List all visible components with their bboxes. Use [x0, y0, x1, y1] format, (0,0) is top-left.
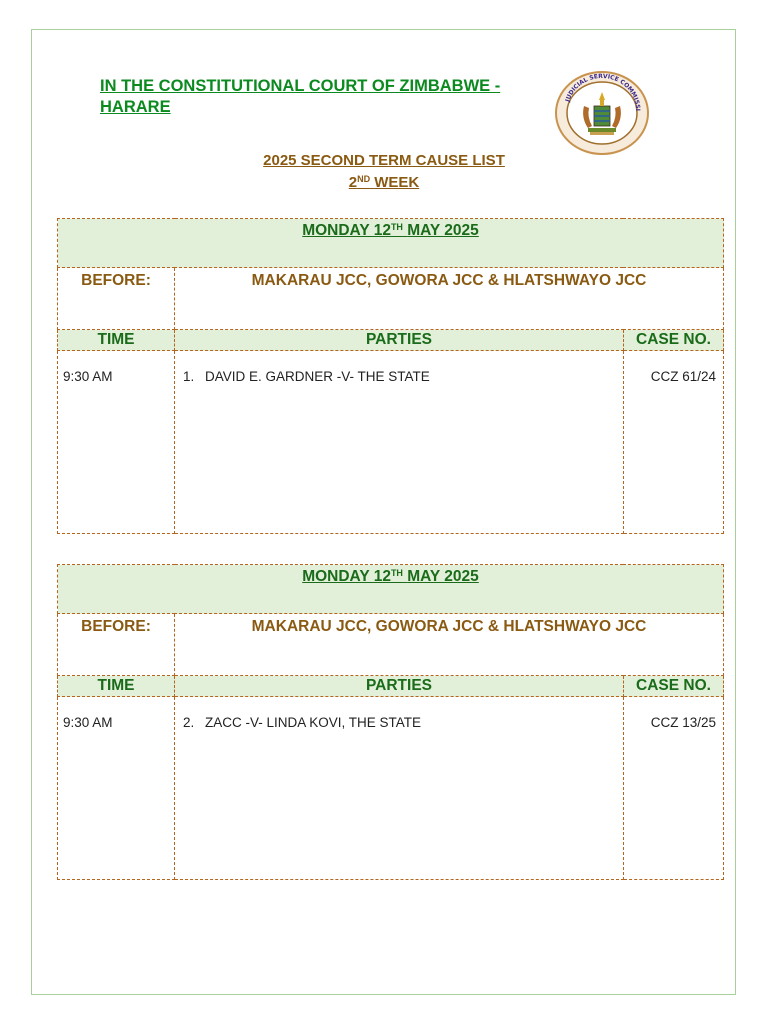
parties-header-label: PARTIES: [365, 331, 432, 348]
judges-cell: [175, 614, 724, 676]
svg-text:JUDICIAL SERVICE COMMISSION: JUDICIAL SERVICE COMMISSI: [564, 72, 642, 111]
party-number: 2.: [183, 715, 195, 730]
court-title-line2: HARARE: [100, 98, 171, 116]
parties-header: [175, 330, 624, 351]
cause-list-title: 2025 SECOND TERM CAUSE LIST: [263, 152, 505, 169]
time-header-label: TIME: [97, 677, 135, 694]
parties-cell: [175, 351, 624, 534]
parties-header: [175, 676, 624, 697]
parties-header-label: PARTIES: [365, 677, 432, 694]
judges: MAKARAU JCC, GOWORA JCC & HLATSHWAYO JCC: [251, 272, 647, 289]
day-heading-cell: [58, 219, 724, 268]
case-no-header: [623, 330, 723, 351]
case-no-header-label: CASE NO.: [636, 331, 711, 348]
day-rest: MAY 2025: [407, 222, 479, 239]
table-row: [58, 351, 724, 534]
before-label: BEFORE:: [81, 272, 151, 289]
court-title: [100, 76, 530, 118]
day-heading: [302, 568, 479, 586]
time-cell: 9:30 AM: [58, 697, 175, 880]
table-row: [58, 697, 724, 880]
week-title: [0, 174, 768, 191]
case-no-cell: CCZ 61/24: [623, 351, 723, 534]
time-cell: 9:30 AM: [58, 351, 175, 534]
day-heading-cell: [58, 565, 724, 614]
case-no-cell: CCZ 13/25: [623, 697, 723, 880]
party-number: 1.: [183, 369, 195, 384]
week-number: 2: [348, 174, 358, 191]
parties-text: DAVID E. GARDNER -V- THE STATE: [205, 369, 430, 384]
before-label-cell: [58, 268, 175, 330]
day-heading: [302, 222, 479, 240]
day-suffix: TH: [390, 568, 403, 578]
day-prefix: MONDAY 12: [302, 222, 391, 239]
case-no-header-label: CASE NO.: [636, 677, 711, 694]
judges-cell: [175, 268, 724, 330]
parties-text: ZACC -V- LINDA KOVI, THE STATE: [205, 715, 422, 730]
case-no-header: [623, 676, 723, 697]
week-suffix: ND: [357, 174, 371, 184]
day-prefix: MONDAY 12: [302, 568, 391, 585]
day-suffix: TH: [390, 222, 403, 232]
before-label-cell: [58, 614, 175, 676]
judicial-service-commission-emblem: [554, 70, 650, 156]
time-header: [58, 676, 175, 697]
judges: MAKARAU JCC, GOWORA JCC & HLATSHWAYO JCC: [251, 618, 647, 635]
week-word: WEEK: [374, 174, 420, 191]
day-rest: MAY 2025: [407, 568, 479, 585]
time-header: [58, 330, 175, 351]
before-label: BEFORE:: [81, 618, 151, 635]
court-title-line1: IN THE CONSTITUTIONAL COURT OF ZIMBABWE -: [100, 77, 501, 95]
parties-cell: [175, 697, 624, 880]
sitting-table-1: [57, 218, 724, 534]
time-header-label: TIME: [97, 331, 135, 348]
sitting-table-2: [57, 564, 724, 880]
